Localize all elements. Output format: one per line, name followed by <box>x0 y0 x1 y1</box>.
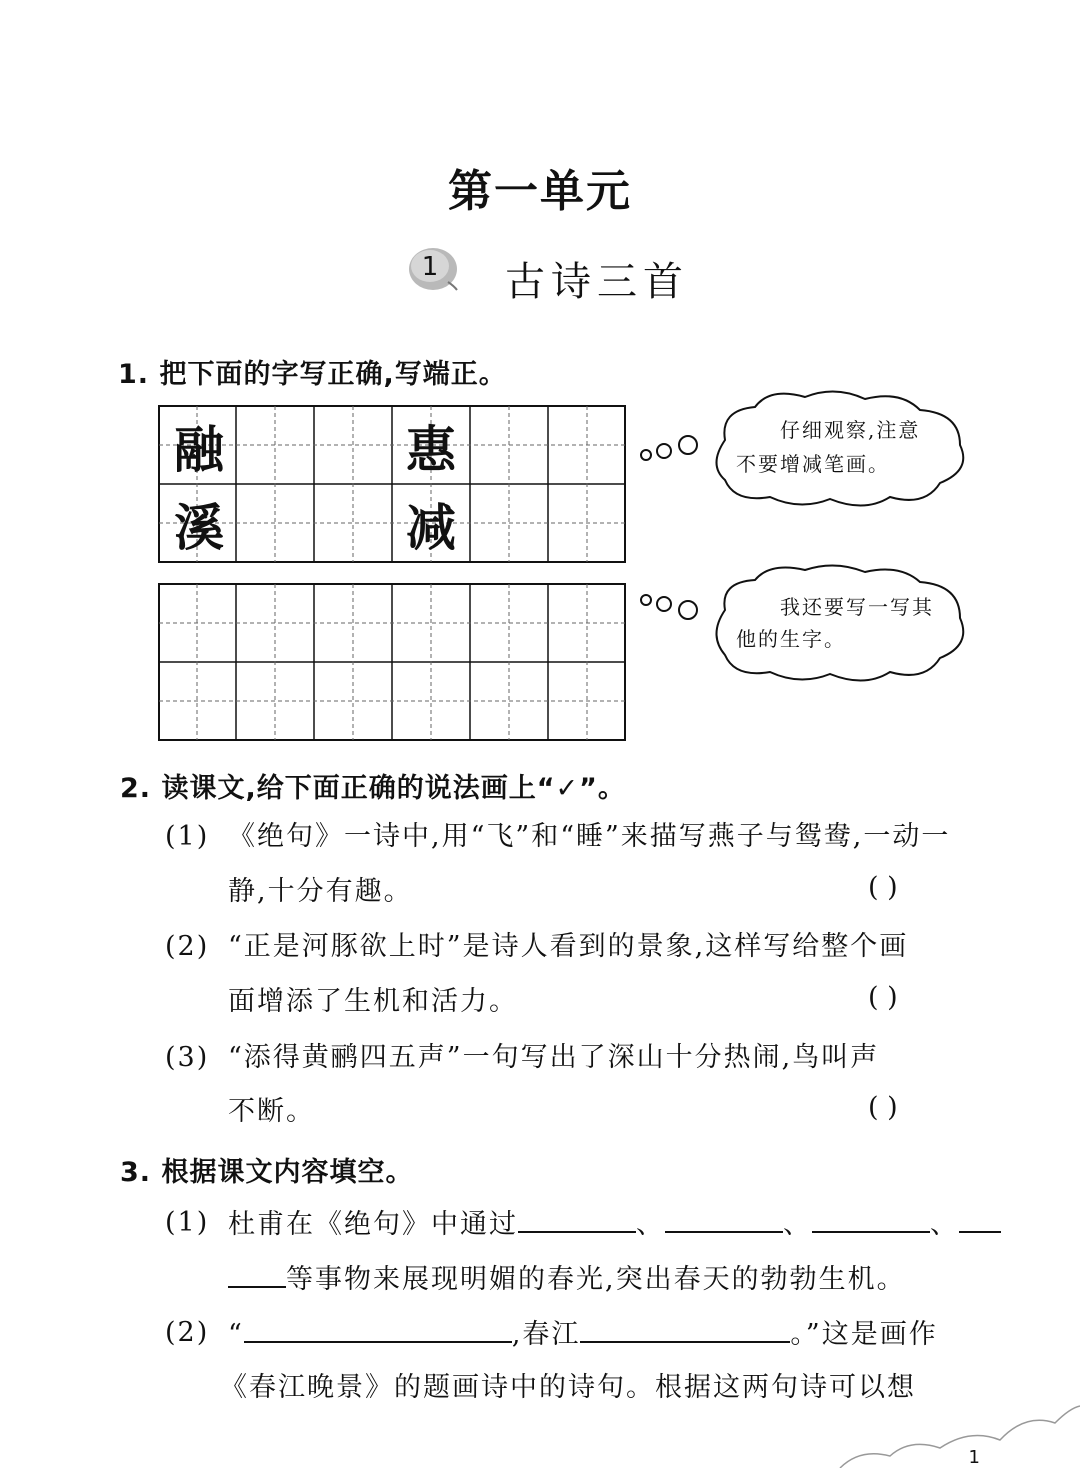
q3-item-2-line-2: 《春江晚景》的题画诗中的诗句。根据这两句诗可以想 <box>220 1372 916 1403</box>
q3-separator: 、 <box>636 1209 665 1240</box>
q2-item-1-num: (1) <box>165 821 210 852</box>
q3-item-2-open-quote: “ <box>228 1319 244 1350</box>
q2-item-2-num: (2) <box>165 931 210 962</box>
q2-item-1-line-2: 静,十分有趣。 <box>228 876 413 907</box>
q3-item-1-line-2-text: 等事物来展现明媚的春光,突出春天的勃勃生机。 <box>286 1264 906 1295</box>
q3-item-2-line-1 <box>228 1313 938 1355</box>
page-number: 1 <box>968 1447 980 1468</box>
question-1-heading: 1. 把下面的字写正确,写端正。 <box>118 359 507 390</box>
tip-2-line-1: 我还要写一写其 <box>780 595 934 619</box>
lesson-title: 古诗三首 <box>505 259 689 305</box>
q3-blank-4-continued[interactable] <box>228 1258 286 1288</box>
question-2-heading: 2. 读课文,给下面正确的说法画上“✓”。 <box>120 773 626 804</box>
q2-item-2-answer-box[interactable]: ( ) <box>868 982 898 1013</box>
q3-blank-6[interactable] <box>580 1313 790 1343</box>
q3-blank-4[interactable] <box>959 1203 1001 1233</box>
tip-1-line-2: 不要增减笔画。 <box>736 452 890 476</box>
q3-item-1-line-2 <box>228 1258 906 1300</box>
q2-item-3-line-2: 不断。 <box>228 1096 315 1127</box>
q3-blank-2[interactable] <box>665 1203 783 1233</box>
q3-separator: 、 <box>930 1209 959 1240</box>
grid-char-bottom-2: 减 <box>406 498 456 557</box>
q3-item-2-end: 。”这是画作 <box>790 1319 938 1350</box>
q2-item-3-answer-box[interactable]: ( ) <box>868 1092 898 1123</box>
q3-blank-5[interactable] <box>244 1313 512 1343</box>
q3-item-1-line-1 <box>228 1203 1001 1245</box>
unit-title: 第一单元 <box>448 166 632 217</box>
lesson-number: 1 <box>421 252 439 282</box>
tip-1-line-1: 仔细观察,注意 <box>780 418 921 442</box>
q2-item-1-line-1: 《绝句》一诗中,用“飞”和“睡”来描写燕子与鸳鸯,一动一 <box>228 821 951 852</box>
q3-item-2-num: (2) <box>165 1317 210 1348</box>
q3-separator: 、 <box>783 1209 812 1240</box>
q3-item-1-num: (1) <box>165 1207 210 1238</box>
writing-grid-2[interactable] <box>158 583 626 741</box>
q3-item-1-text: 杜甫在《绝句》中通过 <box>228 1209 518 1240</box>
grid-char-top-2: 惠 <box>406 420 456 479</box>
tip-cloud-1 <box>630 385 975 515</box>
tip-2-line-2: 他的生字。 <box>736 627 846 651</box>
grid-char-bottom-1: 溪 <box>174 498 224 557</box>
grid-char-top-1: 融 <box>174 420 224 479</box>
question-3-heading: 3. 根据课文内容填空。 <box>120 1157 414 1188</box>
q2-item-3-line-1: “添得黄鹂四五声”一句写出了深山十分热闹,鸟叫声 <box>228 1042 880 1073</box>
lesson-number-badge <box>408 246 458 292</box>
q3-blank-1[interactable] <box>518 1203 636 1233</box>
q2-item-2-line-1: “正是河豚欲上时”是诗人看到的景象,这样写给整个画 <box>228 931 909 962</box>
q3-item-2-mid: ,春江 <box>511 1319 581 1350</box>
q2-item-1-answer-box[interactable]: ( ) <box>868 872 898 903</box>
writing-grid-1[interactable] <box>158 405 626 563</box>
page-corner-decoration <box>800 1378 1080 1468</box>
q2-item-2-line-2: 面增添了生机和活力。 <box>228 986 518 1017</box>
q3-blank-3[interactable] <box>812 1203 930 1233</box>
q2-item-3-num: (3) <box>165 1042 210 1073</box>
tip-cloud-2 <box>630 560 975 690</box>
